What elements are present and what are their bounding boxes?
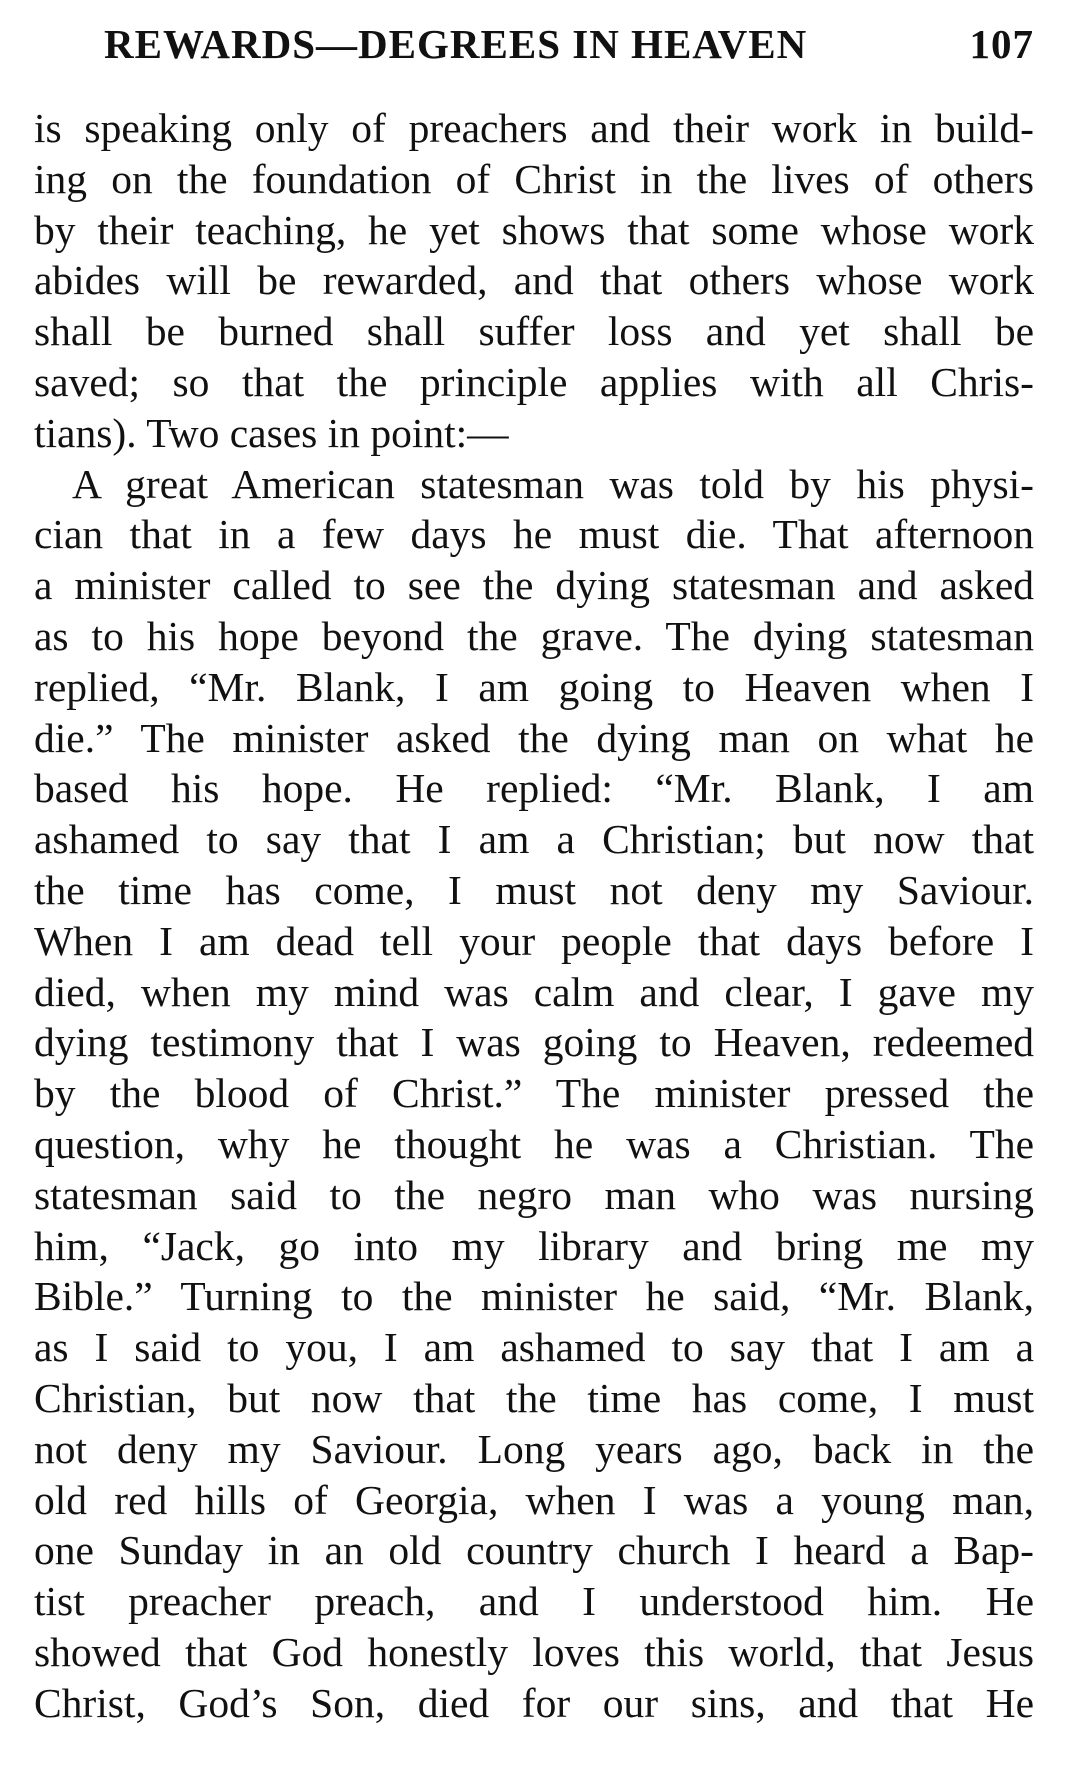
text-line: by their teaching, he yet shows that some whose work (34, 206, 1034, 253)
text-line: dying testimony that I was going to Heaven, redeemed (34, 1019, 1034, 1066)
text-line: shall be burned shall suffer loss and yet shall be (34, 308, 1034, 355)
text-line: A great American statesman was told by his physi- (72, 460, 1034, 507)
text-line: as to his hope beyond the grave. The dying statesman (34, 612, 1034, 659)
text-line: him, “Jack, go into my library and bring me my (34, 1222, 1034, 1269)
text-line: Christian, but now that the time has come, I must (34, 1374, 1034, 1421)
text-line: one Sunday in an old country church I heard a Bap- (34, 1527, 1034, 1574)
text-line: tist preacher preach, and I understood him. He (34, 1578, 1034, 1625)
text-line: saved; so that the principle applies with all Chris- (34, 358, 1034, 405)
text-line: showed that God honestly loves this world, that Jesus (34, 1628, 1034, 1675)
text-line: cian that in a few days he must die. That afternoon (34, 511, 1034, 558)
text-line: ing on the foundation of Christ in the lives of others (34, 155, 1034, 202)
text-line: die.” The minister asked the dying man on what he (34, 714, 1034, 761)
text-line: not deny my Saviour. Long years ago, back in the (34, 1425, 1034, 1472)
text-line: tians). Two cases in point:— (34, 409, 509, 456)
running-head (34, 14, 1034, 74)
text-line: as I said to you, I am ashamed to say that I am a (34, 1324, 1034, 1371)
body-text (34, 103, 1034, 1729)
text-line: old red hills of Georgia, when I was a young man, (34, 1476, 1034, 1523)
text-line: died, when my mind was calm and clear, I gave my (34, 968, 1034, 1015)
text-line: statesman said to the negro man who was nursing (34, 1171, 1034, 1218)
text-line: the time has come, I must not deny my Saviour. (34, 866, 1034, 913)
text-line: When I am dead tell your people that days before I (34, 917, 1034, 964)
page-number: 107 (969, 21, 1034, 67)
running-title: REWARDS—DEGREES IN HEAVEN (104, 21, 808, 67)
text-line: question, why he thought he was a Christian. The (34, 1120, 1034, 1167)
text-line: replied, “Mr. Blank, I am going to Heaven when I (34, 663, 1034, 710)
text-line: Bible.” Turning to the minister he said, “Mr. Blank, (34, 1273, 1034, 1320)
text-line: abides will be rewarded, and that others whose work (34, 257, 1034, 304)
text-line: is speaking only of preachers and their work in build- (34, 105, 1034, 151)
text-line: based his hope. He replied: “Mr. Blank, I am (34, 765, 1034, 812)
text-line: Christ, God’s Son, died for our sins, and that He (34, 1679, 1034, 1726)
text-line: ashamed to say that I am a Christian; but now that (34, 816, 1034, 863)
text-line: by the blood of Christ.” The minister pressed the (34, 1070, 1034, 1117)
text-line: a minister called to see the dying statesman and asked (34, 562, 1034, 609)
